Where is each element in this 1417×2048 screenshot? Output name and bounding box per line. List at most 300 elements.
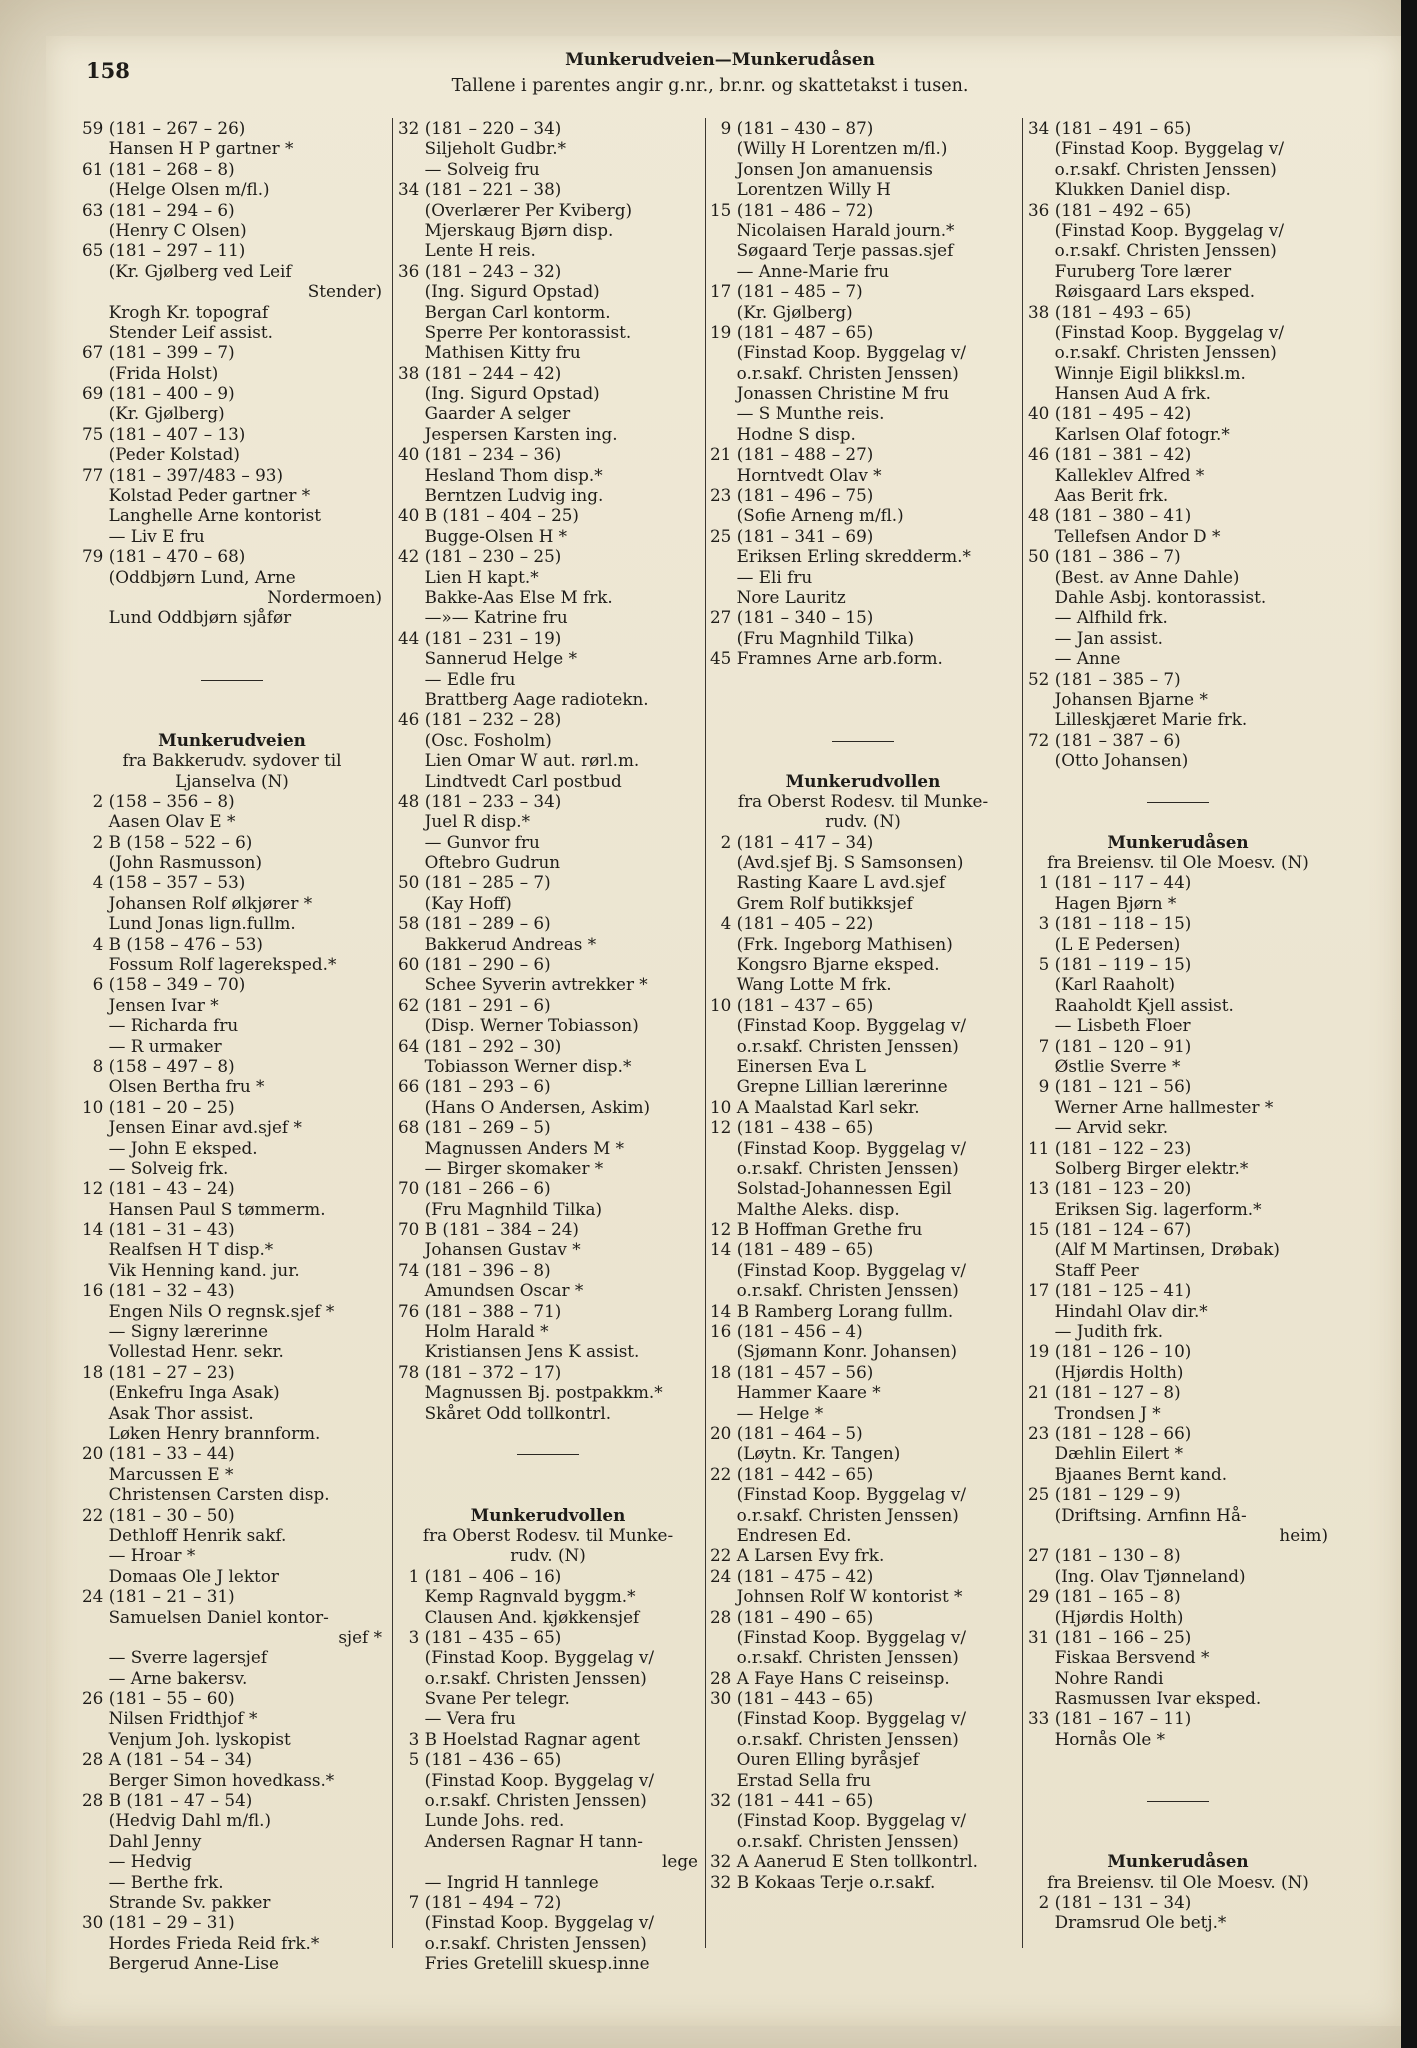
directory-line: Bugge-Olsen H * bbox=[398, 525, 568, 546]
directory-line: o.r.sakf. Christen Jenssen) bbox=[398, 1790, 647, 1811]
directory-line: 60 (181 – 290 – 6) bbox=[398, 954, 551, 975]
directory-line: 32 (181 – 441 – 65) bbox=[710, 1790, 874, 1811]
directory-line: Aasen Olav E * bbox=[82, 811, 236, 832]
directory-line: Krogh Kr. topograf bbox=[82, 301, 269, 322]
directory-line: Mathisen Kitty fru bbox=[398, 342, 581, 363]
directory-line: 23 (181 – 128 – 66) bbox=[1028, 1423, 1192, 1443]
column-4 bbox=[1028, 118, 1328, 1933]
directory-line: Realfsen H T disp.* bbox=[82, 1239, 274, 1260]
directory-line: o.r.sakf. Christen Jenssen) bbox=[1028, 240, 1277, 261]
directory-line: 19 (181 – 487 – 65) bbox=[710, 321, 874, 342]
directory-line: (Finstad Koop. Byggelag v/ bbox=[1028, 321, 1284, 342]
separator-rule bbox=[1147, 1801, 1209, 1802]
directory-line: 12 (181 – 43 – 24) bbox=[82, 1178, 235, 1199]
directory-line: 30 (181 – 29 – 31) bbox=[82, 1912, 235, 1933]
street-heading: Munkerudveien bbox=[158, 729, 306, 750]
directory-line: (Otto Johansen) bbox=[1028, 750, 1189, 771]
directory-line: (Hans O Andersen, Askim) bbox=[398, 1096, 651, 1117]
street-heading: Munkerudvollen bbox=[785, 770, 941, 791]
directory-line: 34 (181 – 221 – 38) bbox=[398, 179, 562, 200]
directory-line: 40 (181 – 495 – 42) bbox=[1028, 403, 1192, 424]
directory-line: Hindahl Olav dir.* bbox=[1028, 1300, 1208, 1321]
directory-line: — Berthe frk. bbox=[82, 1871, 224, 1892]
directory-line: Lente H reis. bbox=[398, 240, 536, 261]
page-title: Munkerudveien—Munkerudåsen bbox=[565, 50, 875, 70]
directory-line: 2 (181 – 417 – 34) bbox=[710, 831, 874, 852]
directory-line: 72 (181 – 387 – 6) bbox=[1028, 729, 1181, 750]
directory-line: Lien H kapt.* bbox=[398, 566, 539, 587]
directory-line: Nordermoen) bbox=[267, 586, 382, 607]
directory-line: Bakkerud Andreas * bbox=[398, 933, 597, 954]
directory-line: (Ing. Olav Tjønneland) bbox=[1028, 1565, 1246, 1586]
directory-line: — Hroar * bbox=[82, 1545, 196, 1566]
directory-line: 67 (181 – 399 – 7) bbox=[82, 342, 235, 363]
directory-line: 3 (181 – 435 – 65) bbox=[398, 1626, 562, 1647]
directory-line: Lund Oddbjørn sjåfør bbox=[82, 607, 292, 628]
directory-line: — S Munthe reis. bbox=[710, 403, 885, 424]
street-description: rudv. (N) bbox=[510, 1545, 586, 1566]
street-description: rudv. (N) bbox=[825, 811, 901, 832]
directory-line: Dethloff Henrik sakf. bbox=[82, 1524, 287, 1545]
directory-line bbox=[1028, 1749, 1328, 1769]
directory-line: 18 (181 – 27 – 23) bbox=[82, 1361, 235, 1382]
directory-line: o.r.sakf. Christen Jenssen) bbox=[710, 1035, 959, 1056]
directory-line: (Hedvig Dahl m/fl.) bbox=[82, 1810, 272, 1831]
directory-line: 68 (181 – 269 – 5) bbox=[398, 1117, 551, 1138]
directory-line: Kristiansen Jens K assist. bbox=[398, 1341, 640, 1362]
directory-line: Bergerud Anne-Lise bbox=[82, 1953, 279, 1974]
directory-line: (Best. av Anne Dahle) bbox=[1028, 566, 1240, 587]
directory-line: — Anne bbox=[1028, 648, 1121, 669]
directory-line: (Willy H Lorentzen m/fl.) bbox=[710, 138, 948, 159]
directory-line: (Finstad Koop. Byggelag v/ bbox=[710, 1137, 966, 1158]
scan-edge bbox=[1401, 0, 1417, 2048]
directory-line: 15 (181 – 124 – 67) bbox=[1028, 1219, 1192, 1240]
directory-line: Lindtvedt Carl postbud bbox=[398, 770, 622, 791]
directory-line: Solstad-Johannessen Egil bbox=[710, 1178, 952, 1199]
directory-line: 77 (181 – 397/483 – 93) bbox=[82, 464, 283, 485]
directory-line: 18 (181 – 457 – 56) bbox=[710, 1361, 874, 1382]
directory-line: 70 B (181 – 384 – 24) bbox=[398, 1219, 579, 1240]
directory-line: 32 (181 – 220 – 34) bbox=[398, 118, 562, 138]
directory-line: o.r.sakf. Christen Jenssen) bbox=[710, 1504, 959, 1525]
directory-line: o.r.sakf. Christen Jenssen) bbox=[1028, 342, 1277, 363]
directory-line: Eriksen Sig. lagerform.* bbox=[1028, 1198, 1262, 1219]
directory-line: 79 (181 – 470 – 68) bbox=[82, 546, 246, 567]
column-divider bbox=[392, 118, 393, 1948]
directory-line: (Finstad Koop. Byggelag v/ bbox=[710, 342, 966, 363]
directory-line: Sannerud Helge * bbox=[398, 648, 577, 669]
directory-line: o.r.sakf. Christen Jenssen) bbox=[710, 1830, 959, 1851]
directory-line bbox=[82, 709, 382, 729]
directory-line: Juel R disp.* bbox=[398, 811, 530, 832]
directory-line: (Finstad Koop. Byggelag v/ bbox=[1028, 138, 1284, 159]
directory-line: 70 (181 – 266 – 6) bbox=[398, 1178, 551, 1199]
section-separator bbox=[1028, 1790, 1328, 1810]
directory-line: — Helge * bbox=[710, 1402, 824, 1423]
street-description: fra Oberst Rodesv. til Munke- bbox=[737, 790, 989, 811]
separator-rule bbox=[832, 741, 894, 742]
directory-line: Johansen Rolf ølkjører * bbox=[82, 892, 313, 913]
directory-line: Gaarder A selger bbox=[398, 403, 571, 424]
directory-line: o.r.sakf. Christen Jenssen) bbox=[1028, 158, 1277, 179]
directory-line: 7 (181 – 120 – 91) bbox=[1028, 1035, 1192, 1056]
directory-line: — Liv E fru bbox=[82, 525, 205, 546]
directory-line: Grem Rolf butikksjef bbox=[710, 892, 913, 913]
directory-line bbox=[710, 669, 1016, 689]
directory-line: 46 (181 – 381 – 42) bbox=[1028, 444, 1192, 465]
directory-line bbox=[1028, 771, 1328, 791]
directory-line: Sperre Per kontorassist. bbox=[398, 321, 632, 342]
directory-line: 5 (181 – 436 – 65) bbox=[398, 1749, 562, 1770]
directory-line: Hornås Ole * bbox=[1028, 1728, 1165, 1749]
directory-line: 74 (181 – 396 – 8) bbox=[398, 1259, 551, 1280]
directory-line: 21 (181 – 127 – 8) bbox=[1028, 1382, 1181, 1403]
directory-line: Nilsen Fridthjof * bbox=[82, 1708, 258, 1729]
directory-line: 16 (181 – 32 – 43) bbox=[82, 1280, 235, 1301]
directory-line: (Helge Olsen m/fl.) bbox=[82, 179, 270, 200]
directory-line: 22 A Larsen Evy frk. bbox=[710, 1545, 885, 1566]
directory-line: Dramsrud Ole betj.* bbox=[1028, 1912, 1227, 1933]
directory-line: 21 (181 – 488 – 27) bbox=[710, 444, 874, 465]
directory-line: Skåret Odd tollkontrl. bbox=[398, 1402, 612, 1423]
directory-line: 24 (181 – 475 – 42) bbox=[710, 1565, 874, 1586]
directory-line: Hansen Paul S tømmerm. bbox=[82, 1198, 326, 1219]
directory-line: Johansen Gustav * bbox=[398, 1239, 581, 1260]
directory-line: 2 (158 – 356 – 8) bbox=[82, 790, 235, 811]
directory-line: Nicolaisen Harald journ.* bbox=[710, 219, 955, 240]
directory-line: Strande Sv. pakker bbox=[82, 1891, 271, 1912]
directory-line: o.r.sakf. Christen Jenssen) bbox=[710, 362, 959, 383]
directory-line: Kolstad Peder gartner * bbox=[82, 485, 311, 506]
directory-line: 1 (181 – 406 – 16) bbox=[398, 1565, 562, 1586]
separator-rule bbox=[1147, 802, 1209, 803]
directory-line: Dahle Asbj. kontorassist. bbox=[1028, 586, 1267, 607]
directory-line: —»— Katrine fru bbox=[398, 607, 568, 628]
directory-line: Dahl Jenny bbox=[82, 1830, 202, 1851]
directory-line: 29 (181 – 165 – 8) bbox=[1028, 1586, 1181, 1607]
directory-line: — Richarda fru bbox=[82, 1015, 239, 1036]
directory-line: Østlie Sverre * bbox=[1028, 1055, 1181, 1076]
column-3 bbox=[710, 118, 1016, 1892]
directory-line: 36 (181 – 243 – 32) bbox=[398, 260, 562, 281]
directory-line: 24 (181 – 21 – 31) bbox=[82, 1586, 235, 1607]
directory-line: Mjerskaug Bjørn disp. bbox=[398, 219, 614, 240]
section-separator bbox=[82, 669, 382, 689]
directory-line: — Alfhild frk. bbox=[1028, 607, 1168, 628]
directory-line bbox=[398, 1423, 698, 1443]
directory-line: 28 A (181 – 54 – 34) bbox=[82, 1749, 253, 1770]
directory-line: 36 (181 – 492 – 65) bbox=[1028, 199, 1192, 220]
directory-line: (Finstad Koop. Byggelag v/ bbox=[398, 1647, 654, 1668]
directory-line: 48 (181 – 380 – 41) bbox=[1028, 505, 1192, 526]
directory-line: 11 (181 – 122 – 23) bbox=[1028, 1137, 1192, 1158]
directory-line: Søgaard Terje passas.sjef bbox=[710, 240, 954, 261]
street-heading: Munkerudvollen bbox=[470, 1504, 626, 1525]
directory-line: Holm Harald * bbox=[398, 1321, 549, 1342]
directory-line: 13 (181 – 123 – 20) bbox=[1028, 1178, 1192, 1199]
directory-line: (Løytn. Kr. Tangen) bbox=[710, 1443, 901, 1464]
directory-line: Jensen Ivar * bbox=[82, 994, 219, 1015]
directory-line: (Finstad Koop. Byggelag v/ bbox=[710, 1626, 966, 1647]
directory-line: (Kr. Gjølberg) bbox=[82, 403, 225, 424]
page-subtitle: Tallene i parentes angir g.nr., br.nr. og skattetakst i tusen. bbox=[451, 76, 969, 96]
directory-line: (Kay Hoff) bbox=[398, 892, 512, 913]
directory-line: o.r.sakf. Christen Jenssen) bbox=[398, 1932, 647, 1953]
directory-line: — John E eksped. bbox=[82, 1137, 258, 1158]
directory-line: o.r.sakf. Christen Jenssen) bbox=[398, 1667, 647, 1688]
directory-line: (Finstad Koop. Byggelag v/ bbox=[710, 1015, 966, 1036]
directory-line: 22 (181 – 30 – 50) bbox=[82, 1504, 235, 1525]
street-description: Ljanselva (N) bbox=[175, 770, 289, 791]
column-2 bbox=[398, 118, 698, 1974]
directory-line: Hagen Bjørn * bbox=[1028, 892, 1177, 913]
directory-line: Vollestad Henr. sekr. bbox=[82, 1341, 284, 1362]
directory-line: (Fru Magnhild Tilka) bbox=[710, 627, 915, 648]
directory-line: (Finstad Koop. Byggelag v/ bbox=[710, 1810, 966, 1831]
directory-line: Svane Per telegr. bbox=[398, 1688, 570, 1709]
directory-line: Schee Syverin avtrekker * bbox=[398, 974, 648, 995]
directory-line: (Frida Holst) bbox=[82, 362, 219, 383]
section-separator bbox=[398, 1443, 698, 1463]
directory-line: — Lisbeth Floer bbox=[1028, 1015, 1191, 1036]
directory-line: Klukken Daniel disp. bbox=[1028, 179, 1231, 200]
street-description: fra Breiensv. til Ole Moesv. (N) bbox=[1047, 1871, 1309, 1892]
directory-line: 76 (181 – 388 – 71) bbox=[398, 1300, 562, 1321]
directory-line: Vik Henning kand. jur. bbox=[82, 1259, 300, 1280]
directory-line: Endresen Ed. bbox=[710, 1524, 852, 1545]
directory-line: Kalleklev Alfred * bbox=[1028, 464, 1205, 485]
directory-line: 66 (181 – 293 – 6) bbox=[398, 1076, 551, 1097]
directory-line: Nore Lauritz bbox=[710, 586, 846, 607]
directory-line: (Osc. Fosholm) bbox=[398, 729, 552, 750]
directory-line: Grepne Lillian lærerinne bbox=[710, 1076, 948, 1097]
directory-line: Hesland Thom disp.* bbox=[398, 464, 603, 485]
directory-line: 61 (181 – 268 – 8) bbox=[82, 158, 235, 179]
directory-line: Erstad Sella fru bbox=[710, 1769, 871, 1790]
directory-line: Engen Nils O regnsk.sjef * bbox=[82, 1300, 335, 1321]
directory-line: Olsen Bertha fru * bbox=[82, 1076, 265, 1097]
directory-line: 59 (181 – 267 – 26) bbox=[82, 118, 246, 138]
directory-line: Horntvedt Olav * bbox=[710, 464, 882, 485]
directory-line: Nohre Randi bbox=[1028, 1667, 1164, 1688]
directory-line: Kongsro Bjarne eksped. bbox=[710, 954, 940, 975]
directory-line: 25 (181 – 341 – 69) bbox=[710, 525, 874, 546]
directory-line: 40 (181 – 234 – 36) bbox=[398, 444, 562, 465]
directory-line: (Fru Magnhild Tilka) bbox=[398, 1198, 603, 1219]
directory-line: (L E Pedersen) bbox=[1028, 933, 1181, 954]
directory-line: — Edle fru bbox=[398, 668, 516, 689]
directory-line: Domaas Ole J lektor bbox=[82, 1565, 279, 1586]
directory-line: 3 (181 – 118 – 15) bbox=[1028, 913, 1192, 934]
directory-line: (Finstad Koop. Byggelag v/ bbox=[710, 1708, 966, 1729]
directory-line: 78 (181 – 372 – 17) bbox=[398, 1361, 562, 1382]
directory-line: Jensen Einar avd.sjef * bbox=[82, 1117, 302, 1138]
directory-line: Asak Thor assist. bbox=[82, 1402, 254, 1423]
directory-line: 14 (181 – 31 – 43) bbox=[82, 1219, 235, 1240]
directory-line: Johnsen Rolf W kontorist * bbox=[710, 1586, 963, 1607]
directory-line: Hansen Aud A frk. bbox=[1028, 383, 1211, 404]
directory-line: Fossum Rolf lagereksped.* bbox=[82, 954, 337, 975]
directory-line: 1 (181 – 117 – 44) bbox=[1028, 872, 1192, 893]
directory-line: 22 (181 – 442 – 65) bbox=[710, 1463, 874, 1484]
directory-line: Marcussen E * bbox=[82, 1463, 234, 1484]
directory-line: (Frk. Ingeborg Mathisen) bbox=[710, 933, 953, 954]
directory-line: Siljeholt Gudbr.* bbox=[398, 138, 566, 159]
directory-line bbox=[710, 709, 1016, 729]
directory-line: 75 (181 – 407 – 13) bbox=[82, 423, 246, 444]
page-number: 158 bbox=[86, 58, 130, 83]
directory-line: Berntzen Ludvig ing. bbox=[398, 485, 604, 506]
directory-line: Ouren Elling byråsjef bbox=[710, 1749, 919, 1770]
directory-line: (Ing. Sigurd Opstad) bbox=[398, 383, 600, 404]
directory-line: 15 (181 – 486 – 72) bbox=[710, 199, 874, 220]
directory-line: — Ingrid H tannlege bbox=[398, 1871, 599, 1892]
directory-line: Lilleskjæret Marie frk. bbox=[1028, 709, 1248, 730]
directory-line: 17 (181 – 485 – 7) bbox=[710, 281, 863, 302]
directory-line: (Kr. Gjølberg ved Leif bbox=[82, 260, 292, 281]
directory-line: 10 (181 – 20 – 25) bbox=[82, 1096, 235, 1117]
column-divider bbox=[1022, 118, 1023, 1948]
directory-line: 42 (181 – 230 – 25) bbox=[398, 546, 562, 567]
directory-line: 48 (181 – 233 – 34) bbox=[398, 790, 562, 811]
section-separator bbox=[710, 730, 1016, 750]
directory-line: — Gunvor fru bbox=[398, 831, 540, 852]
directory-line: (Finstad Koop. Byggelag v/ bbox=[398, 1912, 654, 1933]
directory-line: Fries Gretelill skuesp.inne bbox=[398, 1953, 650, 1974]
directory-line: Tellefsen Andor D * bbox=[1028, 525, 1221, 546]
directory-line: Andersen Ragnar H tann- bbox=[398, 1830, 643, 1851]
directory-line: Lunde Johs. red. bbox=[398, 1810, 565, 1831]
directory-line: 12 B Hoffman Grethe fru bbox=[710, 1219, 923, 1240]
directory-line: (Avd.sjef Bj. S Samsonsen) bbox=[710, 852, 964, 873]
directory-line: 44 (181 – 231 – 19) bbox=[398, 627, 562, 648]
directory-line: — Signy lærerinne bbox=[82, 1321, 269, 1342]
directory-line: 17 (181 – 125 – 41) bbox=[1028, 1280, 1192, 1301]
directory-line: Solberg Birger elektr.* bbox=[1028, 1157, 1249, 1178]
directory-line: 6 (158 – 349 – 70) bbox=[82, 974, 246, 995]
directory-line: — Arne bakersv. bbox=[82, 1667, 248, 1688]
directory-line: 12 (181 – 438 – 65) bbox=[710, 1117, 874, 1138]
directory-line: Brattberg Aage radiotekn. bbox=[398, 688, 649, 709]
directory-line: 4 (181 – 405 – 22) bbox=[710, 913, 874, 934]
directory-line: (Oddbjørn Lund, Arne bbox=[82, 566, 296, 587]
directory-line bbox=[82, 689, 382, 709]
directory-line: Malthe Aleks. disp. bbox=[710, 1198, 900, 1219]
directory-line: (Sjømann Konr. Johansen) bbox=[710, 1341, 958, 1362]
directory-line: Langhelle Arne kontorist bbox=[82, 505, 321, 526]
street-description: fra Oberst Rodesv. til Munke- bbox=[422, 1524, 674, 1545]
directory-line: Jespersen Karsten ing. bbox=[398, 423, 618, 444]
street-description: fra Breiensv. til Ole Moesv. (N) bbox=[1047, 852, 1309, 873]
directory-line: Magnussen Bj. postpakkm.* bbox=[398, 1382, 663, 1403]
directory-line: Stender) bbox=[307, 281, 382, 302]
directory-line bbox=[82, 648, 382, 668]
directory-line: (Disp. Werner Tobiasson) bbox=[398, 1015, 639, 1036]
directory-line: (Finstad Koop. Byggelag v/ bbox=[1028, 219, 1284, 240]
directory-line: (Alf M Martinsen, Drøbak) bbox=[1028, 1239, 1280, 1260]
directory-line: 38 (181 – 493 – 65) bbox=[1028, 301, 1192, 322]
directory-line: 46 (181 – 232 – 28) bbox=[398, 709, 562, 730]
directory-line: Rasting Kaare L avd.sjef bbox=[710, 872, 946, 893]
directory-line: 63 (181 – 294 – 6) bbox=[82, 199, 235, 220]
directory-line: Fiskaa Bersvend * bbox=[1028, 1647, 1210, 1668]
directory-line: (Overlærer Per Kviberg) bbox=[398, 199, 633, 220]
directory-line: 5 (181 – 119 – 15) bbox=[1028, 954, 1192, 975]
directory-line: Rasmussen Ivar eksped. bbox=[1028, 1688, 1262, 1709]
directory-line: Clausen And. kjøkkensjef bbox=[398, 1606, 640, 1627]
directory-line: Winnje Eigil blikksl.m. bbox=[1028, 362, 1246, 383]
directory-line: Christensen Carsten disp. bbox=[82, 1484, 330, 1505]
directory-line: (Finstad Koop. Byggelag v/ bbox=[398, 1769, 654, 1790]
directory-line: (Finstad Koop. Byggelag v/ bbox=[710, 1259, 966, 1280]
directory-line: — Hedvig bbox=[82, 1851, 192, 1872]
directory-line: 65 (181 – 297 – 11) bbox=[82, 240, 246, 261]
directory-line: — Eli fru bbox=[710, 566, 813, 587]
directory-line: 69 (181 – 400 – 9) bbox=[82, 383, 235, 404]
directory-line: 30 (181 – 443 – 65) bbox=[710, 1688, 874, 1709]
separator-rule bbox=[201, 680, 263, 681]
column-1 bbox=[82, 118, 382, 1974]
directory-line bbox=[1028, 1770, 1328, 1790]
directory-line: Stender Leif assist. bbox=[82, 321, 273, 342]
directory-line: Lorentzen Willy H bbox=[710, 179, 891, 200]
directory-line: heim) bbox=[1279, 1524, 1328, 1545]
directory-line: 27 (181 – 130 – 8) bbox=[1028, 1545, 1181, 1566]
directory-line: 7 (181 – 494 – 72) bbox=[398, 1891, 562, 1912]
directory-line: Hammer Kaare * bbox=[710, 1382, 881, 1403]
directory-line: — Jan assist. bbox=[1028, 627, 1163, 648]
directory-line bbox=[710, 750, 1016, 770]
directory-line: Jonassen Christine M fru bbox=[710, 383, 950, 404]
directory-line: Røisgaard Lars eksped. bbox=[1028, 281, 1256, 302]
directory-line: (Finstad Koop. Byggelag v/ bbox=[710, 1484, 966, 1505]
directory-line: Dæhlin Eilert * bbox=[1028, 1443, 1183, 1464]
directory-line: lege bbox=[662, 1851, 698, 1872]
directory-line: (Karl Raaholt) bbox=[1028, 974, 1176, 995]
street-description: fra Bakkerudv. sydover til bbox=[122, 750, 342, 771]
directory-line: 28 A Faye Hans C reiseinsp. bbox=[710, 1667, 950, 1688]
directory-line: Hordes Frieda Reid frk.* bbox=[82, 1932, 320, 1953]
directory-line: o.r.sakf. Christen Jenssen) bbox=[710, 1647, 959, 1668]
directory-line: (Hjørdis Holth) bbox=[1028, 1361, 1184, 1382]
directory-line: Tobiasson Werner disp.* bbox=[398, 1055, 632, 1076]
directory-line: Bjaanes Bernt kand. bbox=[1028, 1463, 1228, 1484]
directory-line: 14 B Ramberg Lorang fullm. bbox=[710, 1300, 954, 1321]
directory-line bbox=[82, 628, 382, 648]
directory-line: 20 (181 – 464 – 5) bbox=[710, 1423, 863, 1443]
directory-line: Venjum Joh. lyskopist bbox=[82, 1728, 291, 1749]
directory-line: o.r.sakf. Christen Jenssen) bbox=[710, 1728, 959, 1749]
directory-line: — R urmaker bbox=[82, 1035, 222, 1056]
directory-line: Løken Henry brannform. bbox=[82, 1423, 321, 1443]
column-divider bbox=[705, 118, 706, 1948]
section-separator bbox=[1028, 791, 1328, 811]
directory-line: Wang Lotte M frk. bbox=[710, 974, 892, 995]
directory-line: 45 Framnes Arne arb.form. bbox=[710, 648, 943, 669]
street-heading: Munkerudåsen bbox=[1107, 831, 1249, 852]
directory-line: 64 (181 – 292 – 30) bbox=[398, 1035, 562, 1056]
directory-line bbox=[398, 1464, 698, 1484]
directory-line: Eriksen Erling skredderm.* bbox=[710, 546, 971, 567]
directory-line: Raaholdt Kjell assist. bbox=[1028, 994, 1234, 1015]
directory-line bbox=[398, 1484, 698, 1504]
directory-line: o.r.sakf. Christen Jenssen) bbox=[710, 1157, 959, 1178]
directory-line: 33 (181 – 167 – 11) bbox=[1028, 1708, 1192, 1729]
directory-line: 28 (181 – 490 – 65) bbox=[710, 1606, 874, 1627]
directory-line bbox=[710, 689, 1016, 709]
directory-line: Bergan Carl kontorm. bbox=[398, 301, 611, 322]
